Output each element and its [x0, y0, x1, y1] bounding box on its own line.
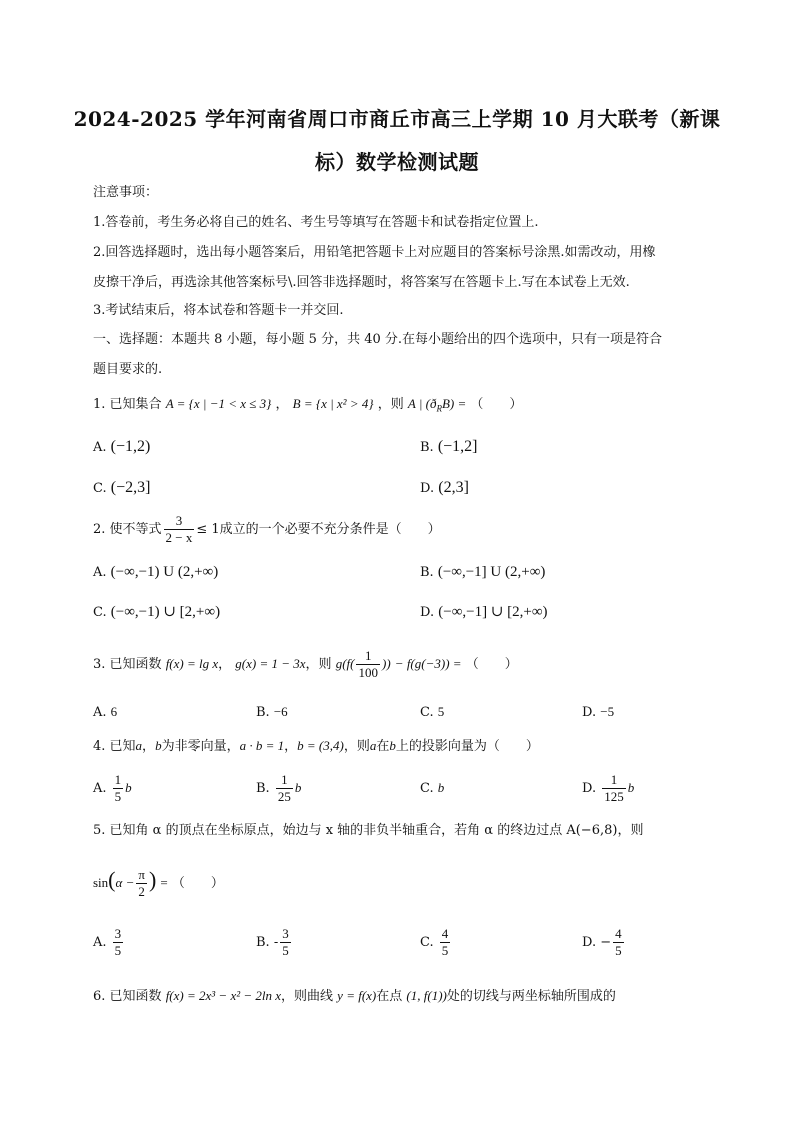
option-fraction: [113, 926, 124, 959]
q5-equals: =: [160, 875, 168, 890]
q3-sep: ，: [218, 657, 232, 672]
option-label: D.: [582, 781, 597, 796]
frac-den: 125: [604, 789, 624, 804]
option-label: B.: [420, 565, 434, 580]
q2-num: 3: [164, 513, 195, 530]
q2-den: 2 − x: [165, 530, 193, 545]
q3-num: 1: [356, 648, 380, 665]
question-4: [93, 737, 539, 756]
option-value: −6: [273, 704, 288, 719]
q1-option-b[interactable]: [420, 438, 478, 457]
q1-option-a[interactable]: [93, 438, 150, 457]
q3-prefix: 3. 已知函数: [93, 657, 162, 672]
option-sign: −: [600, 935, 612, 950]
frac-den: 5: [615, 943, 622, 958]
option-label: D.: [582, 935, 597, 950]
option-fraction: [440, 926, 451, 959]
question-1: [93, 395, 522, 418]
option-label: B.: [256, 781, 270, 796]
q3-expr-open: g(f(: [335, 656, 355, 671]
q3-expr-tail: − f(g(−3)) =: [394, 656, 462, 671]
option-label: C.: [420, 935, 434, 950]
q3-expr-close: )): [381, 656, 391, 671]
q4-text: 4. 已知: [93, 739, 136, 754]
option-label: C.: [93, 605, 107, 620]
option-label: A.: [93, 781, 107, 796]
q4-option-a[interactable]: [93, 770, 132, 807]
q4-vector-a: a: [369, 738, 377, 753]
q2-option-b[interactable]: [420, 563, 545, 582]
q3-option-d[interactable]: [582, 703, 614, 722]
exam-title-line2: 标）数学检测试题: [315, 150, 479, 174]
option-label: D.: [420, 605, 435, 620]
frac-num: 1: [276, 772, 293, 789]
q5-alpha: α −: [115, 875, 135, 890]
q5-num: π: [138, 867, 145, 882]
frac-num: 3: [114, 926, 122, 941]
frac-den: 5: [114, 789, 122, 804]
q3-den: 100: [358, 665, 378, 680]
frac-num: 1: [114, 772, 122, 787]
q4-text: ，: [142, 739, 156, 754]
q5-sin: sin: [93, 875, 109, 890]
q5-option-b[interactable]: [256, 925, 293, 961]
option-fraction: [113, 772, 124, 805]
frac-num: 1: [602, 772, 626, 789]
q5-option-d[interactable]: [582, 925, 626, 961]
q6-curve: y = f(x): [337, 988, 377, 1003]
option-label: A.: [93, 440, 107, 455]
q5-option-c[interactable]: [420, 925, 452, 961]
option-value: −5: [600, 704, 615, 719]
q1-answer-paren: （ ）: [470, 397, 523, 412]
q3-option-b[interactable]: [256, 703, 288, 722]
q4-text: ，: [284, 739, 298, 754]
option-value: (−∞,−1] ∪ [2,+∞): [438, 604, 548, 620]
option-label: D.: [420, 481, 435, 496]
question-5-line1: 5. 已知角 α 的顶点在坐标原点，始边与 x 轴的非负半轴重合，若角 α 的终边过点 A(−6,8)，则: [93, 823, 644, 838]
notes-heading: 注意事项：: [93, 185, 159, 200]
option-value: (−∞,−1] U (2,+∞): [437, 564, 546, 580]
q3-answer-paren: （ ）: [465, 657, 518, 672]
option-label: A.: [93, 705, 107, 720]
option-fraction: [276, 772, 293, 805]
q5-answer-paren: （ ）: [171, 876, 224, 891]
option-value: (2,3]: [438, 479, 469, 496]
q5-den: 2: [138, 884, 145, 899]
q1-complement-sub: R: [436, 403, 442, 414]
q1-option-d[interactable]: [420, 479, 469, 498]
option-vector: b: [437, 780, 445, 795]
question-2: [93, 512, 441, 548]
option-label: A.: [93, 935, 107, 950]
q5-fraction: [136, 867, 147, 900]
q4-option-d[interactable]: [582, 770, 634, 807]
frac-den: 25: [277, 789, 291, 804]
frac-num: 4: [615, 926, 622, 941]
q1-set-a: A = {x | −1 < x ≤ 3}: [165, 396, 272, 411]
option-label: D.: [582, 705, 597, 720]
q6-prefix: 6. 已知函数: [93, 989, 162, 1004]
q5-option-a[interactable]: [93, 925, 125, 961]
question-6: [93, 987, 616, 1006]
option-label: C.: [93, 481, 107, 496]
question-5-line2: [93, 860, 224, 904]
q2-fraction: [164, 513, 195, 546]
q4-b-value: b = (3,4): [297, 738, 344, 753]
option-value: 5: [437, 704, 445, 719]
section-heading-line1: 一、选择题：本题共 8 小题，每小题 5 分，共 40 分.在每小题给出的四个选项中，只有一项是符合: [93, 332, 663, 347]
q3-option-c[interactable]: [420, 703, 444, 722]
q4-text: 上的投影向量为（ ）: [395, 739, 539, 754]
frac-den: 5: [114, 943, 122, 958]
note-3: 3.考试结束后，将本试卷和答题卡一并交回.: [93, 303, 344, 318]
q3-g-def: g(x) = 1 − 3x: [235, 656, 306, 671]
option-value: (−∞,−1) U (2,+∞): [110, 564, 219, 580]
question-3: [93, 644, 518, 685]
q6-f-def: f(x) = 2x³ − x² − 2ln x: [165, 988, 282, 1003]
q1-set-b: B = {x | x² > 4}: [292, 396, 374, 411]
frac-den: 5: [441, 943, 449, 958]
q3-mid: ，则: [305, 657, 332, 672]
q4-text: 为非零向量，: [161, 739, 240, 754]
option-value: (−∞,−1) ∪ [2,+∞): [110, 604, 221, 620]
option-label: B.: [256, 705, 270, 720]
note-2-line2: 皮擦干净后，再选涂其他答案标号\.回答非选择题时，将答案写在答题卡上.写在本试卷上无效.: [93, 275, 630, 290]
option-sign: -: [273, 935, 279, 950]
frac-num: 3: [282, 926, 289, 941]
q1-option-c[interactable]: [93, 479, 150, 498]
option-value: (−1,2]: [437, 438, 478, 455]
frac-num: 4: [441, 926, 449, 941]
option-fraction: [280, 926, 291, 959]
q2-prefix: 2. 使不等式: [93, 522, 162, 537]
exam-title-line1: 2024-2025 学年河南省周口市商丘市高三上学期 10 月大联考（新课: [73, 107, 721, 131]
q5-paren-close: ): [148, 867, 157, 892]
q1-sep: ，: [275, 397, 289, 412]
q2-option-c[interactable]: [93, 603, 220, 622]
q2-option-d[interactable]: [420, 603, 548, 622]
q2-option-a[interactable]: [93, 563, 218, 582]
option-value: (−2,3]: [110, 479, 151, 496]
q3-f-def: f(x) = lg x: [165, 656, 219, 671]
note-2-line1: 2.回答选择题时，选出每小题答案后，用铅笔把答题卡上对应题目的答案标号涂黑.如需改动，用橡: [93, 245, 656, 260]
q4-option-c[interactable]: [420, 770, 444, 807]
note-1: 1.答卷前，考生务必将自己的姓名、考生号等填写在答题卡和试卷指定位置上.: [93, 215, 539, 230]
q1-prefix: 1. 已知集合: [93, 397, 162, 412]
q4-option-b[interactable]: [256, 770, 301, 807]
q1-mid: ，则: [377, 397, 404, 412]
q4-dot-product: a · b = 1: [239, 738, 285, 753]
q3-fraction: [356, 648, 380, 681]
q4-vector-a: a: [135, 738, 143, 753]
q1-expr-left: A | (ð: [407, 396, 437, 411]
q4-vector-b: b: [155, 738, 162, 753]
option-fraction: [602, 772, 626, 805]
q4-vector-b: b: [389, 738, 396, 753]
q6-mid: ，则曲线: [281, 989, 334, 1004]
option-vector: b: [125, 780, 132, 795]
q1-expr: [407, 396, 467, 414]
option-fraction: [613, 926, 624, 959]
q6-tail: 处的切线与两坐标轴所围成的: [446, 989, 616, 1004]
section-heading-line2: 题目要求的.: [93, 362, 163, 377]
q1-expr-right: B) =: [441, 396, 467, 411]
option-label: B.: [256, 935, 270, 950]
q3-option-a[interactable]: [93, 703, 117, 722]
option-vector: b: [627, 780, 635, 795]
option-label: B.: [420, 440, 434, 455]
frac-den: 5: [282, 943, 289, 958]
option-label: C.: [420, 781, 434, 796]
q5-paren-open: (: [108, 867, 116, 892]
q2-suffix: ≤ 1成立的一个必要不充分条件是（ ）: [196, 522, 441, 537]
q4-text: ，则: [343, 739, 370, 754]
q6-mid2: 在点: [376, 989, 403, 1004]
q6-point: (1, f(1)): [406, 988, 447, 1003]
option-value: (−1,2): [110, 438, 151, 455]
option-value: 6: [110, 704, 118, 719]
option-vector: b: [294, 780, 302, 795]
option-label: C.: [420, 705, 434, 720]
q4-text: 在: [376, 739, 390, 754]
option-label: A.: [93, 565, 107, 580]
